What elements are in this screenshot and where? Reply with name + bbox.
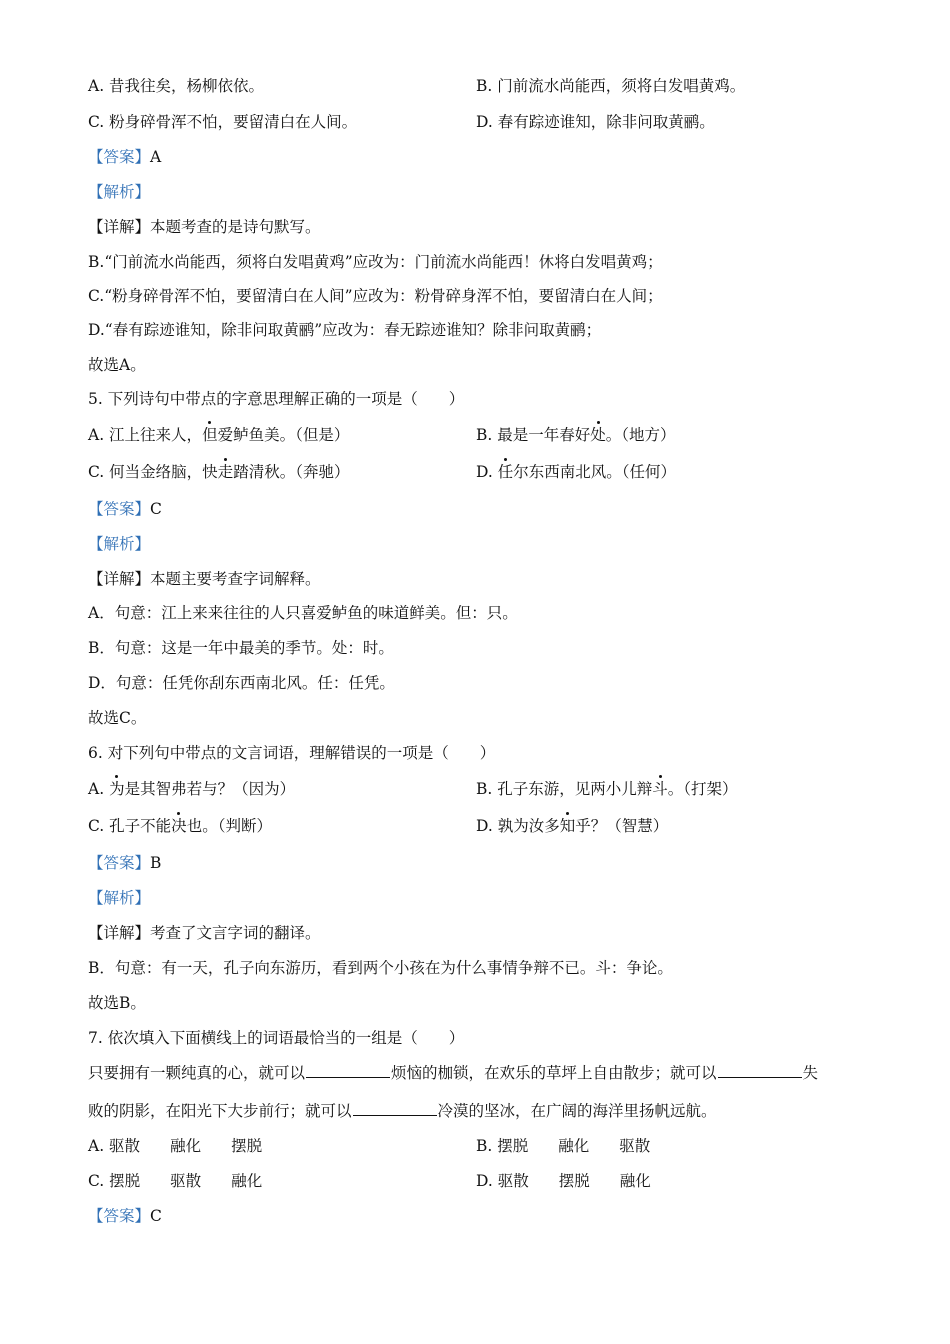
q4-option-c: C. 粉身碎骨浑不怕，要留清白在人间。 bbox=[88, 113, 358, 131]
q5-analysis-tag: 【解析】 bbox=[88, 535, 151, 553]
q5-option-c: C. 何当金络脑，快走踏清秋。（奔驰） bbox=[88, 463, 350, 481]
q4-option-a: A. 昔我往矣，杨柳依依。 bbox=[88, 77, 265, 95]
q5-question: 5. 下列诗句中带点的字意思理解正确的一项是（ ） bbox=[88, 390, 465, 408]
dotted-char: 走 bbox=[217, 463, 234, 481]
q5-option-a: A. 江上往来人，但爱鲈鱼美。（但是） bbox=[88, 426, 350, 444]
answer-tag: 【答案】 bbox=[88, 500, 151, 518]
q5-explanation-a: A．句意：江上来来往往的人只喜爱鲈鱼的味道鲜美。但：只。 bbox=[88, 604, 518, 622]
q6-answer bbox=[88, 853, 161, 873]
dotted-char: 为 bbox=[109, 780, 125, 798]
answer-value: C bbox=[150, 500, 162, 518]
fill-blank bbox=[353, 1101, 437, 1116]
q7-question: 7. 依次填入下面横线上的词语最恰当的一组是（ ） bbox=[88, 1029, 465, 1047]
q7-option-c: C. 摆脱 驱散 融化 bbox=[88, 1172, 263, 1190]
dotted-char: 处 bbox=[590, 426, 606, 444]
q4-option-b: B. 门前流水尚能西，须将白发唱黄鸡。 bbox=[476, 77, 746, 95]
dotted-char: 但 bbox=[202, 426, 218, 444]
q7-passage-line2: 败的阴影，在阳光下大步前行；就可以 冷漠的坚冰，在广阔的海洋里扬帆远航。 bbox=[88, 1102, 717, 1120]
q5-explanation-d: D．句意：任凭你刮东西南北风。任：任凭。 bbox=[88, 674, 395, 692]
q6-conclusion: 故选B。 bbox=[88, 994, 146, 1012]
answer-tag: 【答案】 bbox=[88, 148, 151, 166]
q5-explanation-b: B．句意：这是一年中最美的季节。处：时。 bbox=[88, 639, 394, 657]
q6-option-a: A. 为是其智弗若与？（因为） bbox=[88, 780, 296, 798]
q6-explanation-b: B．句意：有一天，孔子向东游历，看到两个小孩在为什么事情争辩不已。斗：争论。 bbox=[88, 959, 673, 977]
q4-explanation-b: B.“门前流水尚能西，须将白发唱黄鸡”应改为：门前流水尚能西！休将白发唱黄鸡； bbox=[88, 253, 663, 271]
q4-conclusion: 故选A。 bbox=[88, 356, 146, 374]
q7-passage-line1: 只要拥有一颗纯真的心，就可以 烦恼的枷锁，在欢乐的草坪上自由散步；就可以 失 bbox=[88, 1064, 819, 1082]
q4-option-d: D. 春有踪迹谁知，除非问取黄鹂。 bbox=[476, 113, 715, 131]
q4-answer bbox=[88, 147, 161, 167]
q7-option-d: D. 驱散 摆脱 融化 bbox=[476, 1172, 651, 1190]
answer-value: C bbox=[150, 1207, 162, 1225]
q6-option-b: B. 孔子东游，见两小儿辩斗。（打架） bbox=[476, 780, 738, 798]
q6-option-d: D. 孰为汝多知乎？（智慧） bbox=[476, 817, 669, 835]
q7-answer bbox=[88, 1206, 162, 1226]
dotted-char: 决 bbox=[171, 817, 187, 835]
q6-option-c: C. 孔子不能决也。（判断） bbox=[88, 817, 272, 835]
q6-detail: 【详解】考查了文言字词的翻译。 bbox=[88, 924, 321, 942]
q7-option-a: A. 驱散 融化 摆脱 bbox=[88, 1137, 263, 1155]
q4-detail: 【详解】本题考查的是诗句默写。 bbox=[88, 218, 321, 236]
q5-conclusion: 故选C。 bbox=[88, 709, 147, 727]
dotted-char: 斗 bbox=[652, 780, 668, 798]
q6-question: 6. 对下列句中带点的文言词语，理解错误的一项是（ ） bbox=[88, 744, 496, 762]
answer-tag: 【答案】 bbox=[88, 1207, 151, 1225]
q4-explanation-c: C.“粉身碎骨浑不怕，要留清白在人间”应改为：粉骨碎身浑不怕，要留清白在人间； bbox=[88, 287, 663, 305]
dotted-char: 任 bbox=[497, 463, 514, 481]
fill-blank bbox=[306, 1063, 390, 1078]
q5-option-d: D. 任尔东西南北风。（任何） bbox=[476, 463, 677, 481]
q4-analysis-tag: 【解析】 bbox=[88, 183, 151, 201]
answer-tag: 【答案】 bbox=[88, 854, 151, 872]
q5-detail: 【详解】本题主要考查字词解释。 bbox=[88, 570, 321, 588]
q7-option-b: B. 摆脱 融化 驱散 bbox=[476, 1137, 651, 1155]
q6-analysis-tag: 【解析】 bbox=[88, 889, 151, 907]
q5-option-b: B. 最是一年春好处。（地方） bbox=[476, 426, 676, 444]
dotted-char: 知 bbox=[559, 817, 576, 835]
answer-value: B bbox=[150, 854, 162, 872]
fill-blank bbox=[718, 1063, 802, 1078]
q5-answer bbox=[88, 499, 162, 519]
q4-explanation-d: D.“春有踪迹谁知，除非问取黄鹂”应改为：春无踪迹谁知？除非问取黄鹂； bbox=[88, 321, 602, 339]
answer-value: A bbox=[150, 148, 162, 166]
